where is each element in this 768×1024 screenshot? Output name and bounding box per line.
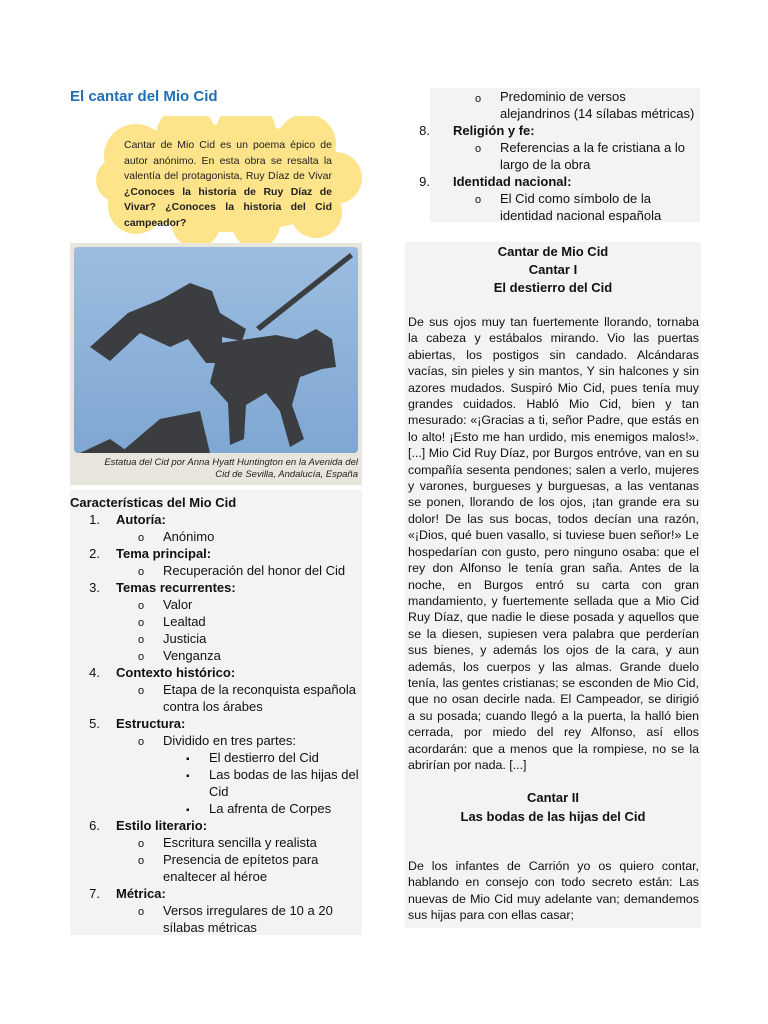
square-bullet-icon: ▪ bbox=[186, 771, 190, 782]
item-number: 9. bbox=[419, 174, 430, 189]
cantar1-label: Cantar I bbox=[528, 262, 578, 277]
square-bullet-icon: ▪ bbox=[186, 754, 190, 765]
cantar2-subtitle: Las bodas de las hijas del Cid bbox=[460, 809, 646, 824]
cantar-panel bbox=[405, 242, 701, 928]
sub-item: Valor bbox=[163, 597, 193, 612]
sub-sub-item: Las bodas de las hijas del bbox=[209, 767, 359, 782]
bubble-text-bold: ¿Conoces la historia de Ruy Díaz de Vivar? ¿Conoces la historia del Cid campeador? bbox=[124, 185, 332, 229]
item-number: 8. bbox=[419, 123, 430, 138]
sub-sub-item: El destierro del Cid bbox=[209, 750, 319, 765]
item-label: Contexto histórico: bbox=[116, 665, 236, 680]
circle-bullet-icon: o bbox=[138, 634, 145, 646]
circle-bullet-icon: o bbox=[138, 617, 145, 629]
cantar-title: Cantar de Mio Cid bbox=[497, 244, 609, 259]
photo-caption-line1: Estatua del Cid por Anna Hyatt Huntington en la Avenida del bbox=[104, 457, 358, 468]
item-number: 1. bbox=[89, 512, 100, 527]
sub-item: Referencias a la fe cristiana a lo bbox=[500, 140, 685, 155]
item-number: 3. bbox=[89, 580, 100, 595]
sub-item: Etapa de la reconquista española bbox=[163, 682, 356, 697]
bubble-text bbox=[124, 138, 332, 231]
item-label: Religión y fe: bbox=[453, 123, 535, 138]
statue-image bbox=[70, 243, 362, 455]
sub-item: Anónimo bbox=[163, 529, 215, 544]
circle-bullet-icon: o bbox=[138, 651, 145, 663]
item-label: Identidad nacional: bbox=[453, 174, 572, 189]
circle-bullet-icon: o bbox=[475, 194, 482, 206]
item-label: Métrica: bbox=[116, 886, 166, 901]
sub-item: Justicia bbox=[163, 631, 207, 646]
item-label: Autoría: bbox=[116, 512, 166, 527]
item-label: Estilo literario: bbox=[116, 818, 208, 833]
item-number: 4. bbox=[89, 665, 100, 680]
circle-bullet-icon: o bbox=[138, 685, 145, 697]
circle-bullet-icon: o bbox=[138, 736, 145, 748]
item-number: 2. bbox=[89, 546, 100, 561]
cantar1-text: De sus ojos muy tan fuertemente llorando, tornaba la cabeza y estábalos mirando. Vio las puertas abiertas, los postigos sin candado. Alcándaras vacías, sin pieles y sin mantos, Y sin halcones y sin azores mudados. Suspiró Mio Cid, pues tenía muy grandes cuidados. Habló Mio Cid, bien y tan mesurado: «¡Gracias a ti, señor Padre, que estás en lo alto! ¡Esto me han urdido, mis enemigos malos!». [...] Mio Cid Ruy Díaz, por Burgos entróve, van en su compañía sesenta pendones; salen a verlo, mujeres y varones, burgueses y burguesas, a las ventanas se ponen, llorando de los ojos, ¡tan grande era su dolor! De las sus bocas, todos decían una razón, «¡Dios, qué buen vasallo, si tuviese buen señor!» Le hospedarían con gusto, pero ninguno osaba: que el rey don Alfonso le tenía gran saña. Antes de la noche, en Burgos entró su carta con gran mandamiento, y fuertemente sellada que a Mio Cid Ruy Díaz, que nadie le diese posada y aquellos que se la diesen, supiesen vera palabra que perderían sus bienes, y además los ojos de la cara, y aun además, los cuerpos y las almas. Grande duelo tenía, las gentes cristianas; se esconden de Mio Cid, que no osan decirle nada. El Campeador, se dirigió a su posada; cuando llegó a la puerta, la halló bien cerrada, por miedo del rey Alfonso, así ellos acordarán: que a menos que la rompiese, no se la abrirían por nada. [...] bbox=[408, 315, 699, 772]
sub-item: contra los árabes bbox=[163, 699, 263, 714]
circle-bullet-icon: o bbox=[138, 906, 145, 918]
sub-item: alejandrinos (14 sílabas métricas) bbox=[500, 106, 695, 121]
sub-sub-item: La afrenta de Corpes bbox=[209, 801, 332, 816]
sub-item: Venganza bbox=[163, 648, 221, 663]
characteristics-list-continued bbox=[419, 88, 700, 223]
circle-bullet-icon: o bbox=[138, 838, 145, 850]
sub-item: Versos irregulares de 10 a 20 bbox=[163, 903, 333, 918]
sub-item: El Cid como símbolo de la bbox=[500, 191, 652, 206]
sub-sub-item: Cid bbox=[209, 784, 229, 799]
circle-bullet-icon: o bbox=[138, 600, 145, 612]
circle-bullet-icon: o bbox=[138, 855, 145, 867]
item-number: 7. bbox=[89, 886, 100, 901]
sub-item: Presencia de epítetos para bbox=[163, 852, 319, 867]
item-label: Tema principal: bbox=[116, 546, 212, 561]
circle-bullet-icon: o bbox=[138, 532, 145, 544]
statue-photo bbox=[70, 243, 362, 485]
circle-bullet-icon: o bbox=[475, 143, 482, 155]
sub-item: enaltecer al héroe bbox=[163, 869, 268, 884]
sub-item: Predominio de versos bbox=[500, 89, 626, 104]
sub-item: identidad nacional española bbox=[500, 208, 662, 223]
bubble-text-plain: Cantar de Mio Cid es un poema épico de autor anónimo. En esta obra se resalta la valentía del protagonista, Ruy Díaz de Vivar bbox=[124, 139, 332, 182]
item-number: 6. bbox=[89, 818, 100, 833]
circle-bullet-icon: o bbox=[138, 566, 145, 578]
square-bullet-icon: ▪ bbox=[186, 805, 190, 816]
photo-caption-line2: Cid de Sevilla, Andalucía, España bbox=[215, 469, 358, 480]
sub-item: Escritura sencilla y realista bbox=[163, 835, 317, 850]
item-number: 5. bbox=[89, 716, 100, 731]
sub-item: Dividido en tres partes: bbox=[163, 733, 296, 748]
cantar2-text: De los infantes de Carrión yo os quiero contar, hablando en consejo con todo secreto están: Las nuevas de Mio Cid muy adelante van; demandemos sus hijas para con ellas casar; bbox=[408, 859, 699, 923]
sub-item: Lealtad bbox=[163, 614, 206, 629]
sub-item: sílabas métricas bbox=[163, 920, 257, 935]
item-label: Estructura: bbox=[116, 716, 186, 731]
thought-bubble bbox=[96, 116, 364, 236]
circle-bullet-icon: o bbox=[475, 93, 482, 105]
sub-item: largo de la obra bbox=[500, 157, 591, 172]
characteristics-heading: Características del Mio Cid bbox=[70, 495, 237, 510]
item-label: Temas recurrentes: bbox=[116, 580, 236, 595]
cantar2-label: Cantar II bbox=[526, 790, 579, 805]
characteristics-list bbox=[70, 490, 362, 935]
page-title: El cantar del Mio Cid bbox=[70, 88, 218, 105]
cantar1-subtitle: El destierro del Cid bbox=[493, 280, 613, 295]
photo-caption bbox=[70, 457, 358, 481]
sub-item: Recuperación del honor del Cid bbox=[163, 563, 346, 578]
